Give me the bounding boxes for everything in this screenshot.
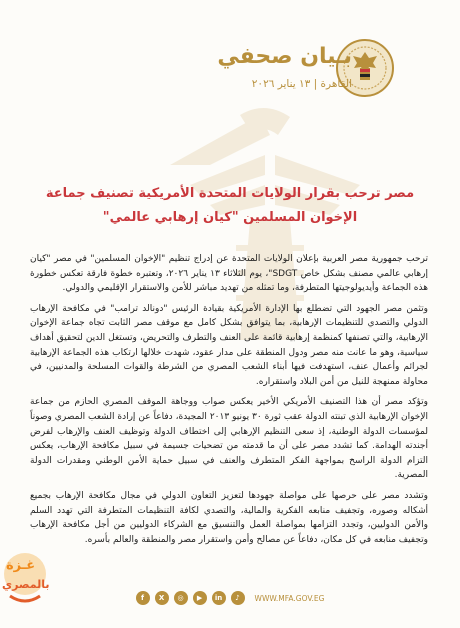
paragraph: ترحب جمهورية مصر العربية بإعلان الولايات المتحدة عن إدراج تنظيم "الإخوان المسلمين" في مصر "كيان إرهابي عالمي مصنف بشكل خاص SDGT"، يوم الثلاثاء ١٣ يناير ٢٠٢٦، وتعتبره خطوة فارقة تعكس خطورة هذه الجماعة وأيديولوجيتها المتطرفة، وما تمثله من تهديد مباشر للأمن والاستقرار الإقليمي والدولي. xyxy=(30,254,429,294)
youtube-icon[interactable]: ▶ xyxy=(193,591,207,605)
body-text xyxy=(30,252,428,553)
paragraph: وتؤكد مصر أن هذا التصنيف الأمريكي الأخير يعكس صواب ووجاهة الموقف المصري الحازم من جماعة الإخوان الإرهابية الذي تبنته الدولة عقب ثورة ٣٠ يونيو ٢٠١٣ المجيدة، دفاعاً عن إرادة الشعب المصري وصوناً لمؤسسات الدولة الوطنية، إذ سعى التنظيم الإرهابي إلى اختطاف الدولة وتوظيف العنف والإرهاب لفرض أجندته الهدامة. كما تشدد مصر على أن ما قدمته من تضحيات جسيمة في سبيل مكافحة الإرهاب، يعكس التزام الدولة الراسخ بمواجهة الفكر المتطرف والعنف في سبيل حماية الأمن الوطني ومقدرات الدولة المصرية. xyxy=(30,397,428,481)
instagram-icon[interactable]: ◎ xyxy=(174,591,188,605)
linkedin-icon[interactable]: in xyxy=(212,591,226,605)
dateline: القاهرة | ١٣ يناير ٢٠٢٦ xyxy=(251,78,352,90)
footer xyxy=(0,588,460,608)
watermark-line2: بالمصري xyxy=(2,578,50,591)
paragraph: وتشدد مصر على حرصها على مواصلة جهودها لتعزيز التعاون الدولي في مجال مكافحة الإرهاب بجميع أشكاله وصوره، وتجفيف منابعه الفكرية والمالية، والتصدي لكافة التنظيمات المتطرفة التي تهدد السلم والأمن الدوليين، وتجدد التزامها بمواصلة العمل والتنسيق مع الشركاء الدوليين من أجل مكافحة الإرهاب وتجفيف منابعه في كل مكان، دفاعاً عن مصالح وأمن واستقرار مصر والمنطقة والعالم بأسره. xyxy=(30,490,428,545)
facebook-icon[interactable]: f xyxy=(136,591,150,605)
headline: مصر ترحب بقرار الولايات المتحدة الأمريكية تصنيف جماعة الإخوان المسلمين "كيان إرهابي عالمي" xyxy=(45,186,415,225)
tiktok-icon[interactable]: ♪ xyxy=(231,591,245,605)
x-icon[interactable]: X xyxy=(155,591,169,605)
paragraph: وتثمن مصر الجهود التي تضطلع بها الإدارة الأمريكية بقيادة الرئيس "دونالد ترامب" في مكافحة الإرهاب الدولي والتصدي للتنظيمات الإرهابية، بما يتوافق بشكل كامل مع موقف مصر الثابت تجاه جماعة الإخوان الإرهابية، والتي تصنفها كمنظمة إرهابية قائمة على العنف والتطرف والتحريض، وتستغل الدين لتحقيق أهداف سياسية، وهو ما عانت منه مصر ودول المنطقة على مدار عقود، شهدت خلالها ارتكاب هذه الجماعة الإرهابية لجرائم وأعمال عنف، استهدفت فيها أبناء الشعب المصري من الشرطة والقوات المسلحة والمدنيين، في محاولة ممنهجة للنيل من أمن البلاد واستقراره. xyxy=(30,303,428,387)
watermark-line1: غـزة xyxy=(6,558,36,573)
website-link[interactable]: WWW.MFA.GOV.EG xyxy=(254,593,325,603)
page-title: بـيان صحفي xyxy=(217,44,352,69)
